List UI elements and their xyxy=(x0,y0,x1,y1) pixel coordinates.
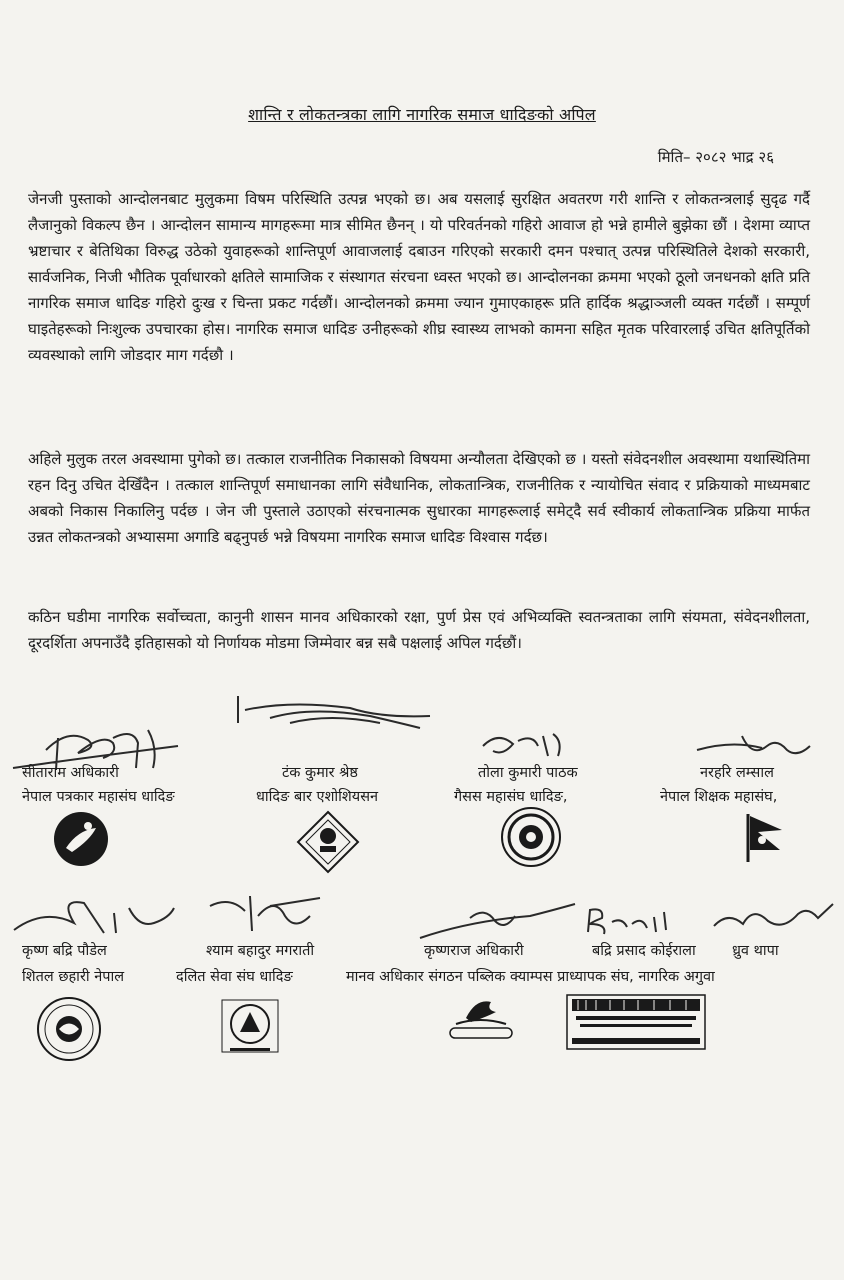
signatory-name-3: तोला कुमारी पाठक xyxy=(478,765,578,781)
paragraph-2: अहिले मुलुक तरल अवस्थामा पुगेको छ। तत्काल राजनीतिक निकासको विषयमा अन्यौलता देखिएको छ । यस्तो संवेदनशील अवस्थामा यथास्थितिमा रहन दिनु उचित देखिँदैन । तत्काल शान्तिपूर्ण समाधानका लागि संवैधानिक, लोकतान्त्रिक, राजनीतिक र न्यायोचित संवाद र प्रक्रियाको माध्यमबाट अबको निकास निकालिनु पर्दछ । जेन जी पुस्ताले उठाएको संरचनात्मक सुधारका मागहरूलाई समेट्दै सर्व स्वीकार्य लोकतान्त्रिक प्रक्रिया मार्फत उन्नत लोकतन्त्रको अभ्यासमा अगाडि बढ्नुपर्छ भन्ने विषयमा नागरिक समाज धादिङ विश्वास गर्दछ। xyxy=(28,450,810,546)
paragraph-3: कठिन घडीमा नागरिक सर्वोच्चता, कानुनी शासन मानव अधिकारको रक्षा, पुर्ण प्रेस एवं अभिव्यक्ति स्वतन्त्रताका लागि संयमता, संवेदनशीलता, दूरदर्शिता अपनाउँदै इतिहासको यो निर्णायक मोडमा जिम्मेवार बन्न सबै पक्षलाई अपिल गर्दछौं। xyxy=(28,608,810,652)
campus-teachers-union-logo xyxy=(566,994,706,1050)
signature-krishnaraj xyxy=(410,896,580,946)
document-title: शान्ति र लोकतन्त्रका लागि नागरिक समाज धादिङको अपिल xyxy=(248,105,596,124)
org-dalit-sewa-sangh: दलित सेवा संघ धादिङ xyxy=(176,969,293,985)
huron-logo xyxy=(436,988,526,1044)
signatory-name-4: नरहरि लम्साल xyxy=(700,765,774,781)
signatory-name-5: कृष्ण बद्रि पौडेल xyxy=(22,943,107,959)
signatory-name-6: श्याम बहादुर मगराती xyxy=(206,943,315,959)
document-date: मिति– २०८२ भाद्र २६ xyxy=(657,148,774,166)
signature-shyam xyxy=(200,886,330,946)
org-human-rights-campus-civic: मानव अधिकार संगठन पब्लिक क्याम्पस प्राध्यापक संघ, नागरिक अगुवा xyxy=(346,969,715,985)
signature-dhruba xyxy=(708,896,838,941)
signatory-org-1: नेपाल पत्रकार महासंघ धादिङ xyxy=(22,789,175,805)
paragraph-1: जेनजी पुस्ताको आन्दोलनबाट मुलुकमा विषम परिस्थिति उत्पन्न भएको छ। अब यसलाई सुरक्षित अवतरण गरी शान्ति र लोकतन्त्रलाई सुदृढ गर्दै लैजानुको विकल्प छैन । आन्दोलन सामान्य मागहरूमा मात्र सीमित छैनन् । यो परिवर्तनको गहिरो आवाज हो भन्ने हामीले बुझेका छौं । देशमा व्याप्त भ्रष्टाचार र बेतिथिका विरुद्ध उठेको युवाहरूको शान्तिपूर्ण आवाजलाई दबाउन गरिएको सरकारी दमन पश्चात् उत्पन्न परिस्थितिले देशको सरकारी, सार्वजनिक, निजी भौतिक पूर्वाधारको क्षतिले सामाजिक र संस्थागत संरचना ध्वस्त भएको छ। आन्दोलनका क्रममा भएको ठूलो जनधनको क्षति प्रति नागरिक समाज धादिङ गहिरो दुःख र चिन्ता प्रकट गर्दछौं। आन्दोलनको क्रममा ज्यान गुमाएकाहरू प्रति हार्दिक श्रद्धाञ्जली व्यक्त गर्दछौं । सम्पूर्ण घाइतेहरूको निःशुल्क उपचारका होस। नागरिक समाज धादिङ उनीहरूको शीघ्र स्वास्थ्य लाभको कामना सहित मृतक परिवारलाई उचित क्षतिपूर्तिको व्यवस्थाको लागि जोडदार माग गर्दछौ । xyxy=(28,190,810,364)
signatory-name-1: सीताराम अधिकारी xyxy=(22,765,119,781)
signatory-name-8: बद्रि प्रसाद कोईराला xyxy=(592,943,696,959)
bar-association-logo xyxy=(296,810,360,874)
shital-chhahari-logo xyxy=(36,996,102,1062)
signature-krishna-badri xyxy=(4,888,184,943)
dalit-sewa-sangh-logo xyxy=(220,998,284,1062)
ngo-federation-logo xyxy=(500,806,562,868)
signatory-org-3: गैसस महासंघ धादिङ, xyxy=(454,789,568,805)
signature-badri-prasad xyxy=(582,902,682,942)
org-shital-chhahari: शितल छहारी नेपाल xyxy=(22,969,125,985)
signatory-name-2: टंक कुमार श्रेष्ठ xyxy=(282,765,358,781)
teachers-union-flag-logo xyxy=(744,812,784,864)
signatory-name-9: ध्रुव थापा xyxy=(732,943,779,959)
fnj-logo xyxy=(52,810,110,868)
signatory-org-4: नेपाल शिक्षक महासंघ, xyxy=(660,789,778,805)
signatory-org-2: धादिङ बार एशोशियसन xyxy=(256,789,379,805)
signature-tola xyxy=(478,726,568,766)
signatory-name-7: कृष्णराज अधिकारी xyxy=(424,943,524,959)
signature-tank xyxy=(230,688,440,748)
